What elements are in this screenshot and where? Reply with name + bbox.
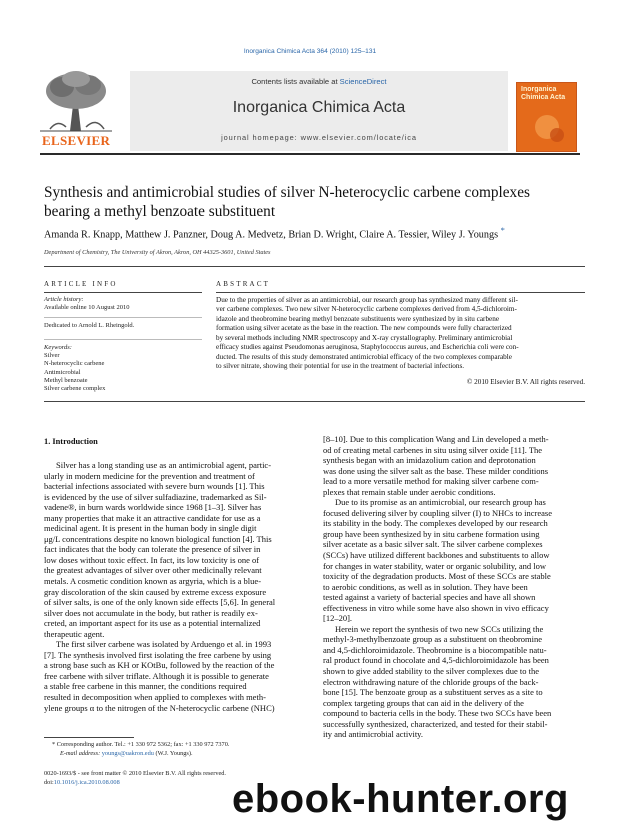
body-line: its stability in the body. The complexes developed by our research bbox=[323, 518, 548, 529]
section-heading-introduction: 1. Introduction bbox=[44, 437, 98, 446]
body-line: vadene®, in burn wards worldwide since 1968 [1–3]. Silver has bbox=[44, 502, 262, 513]
body-line: therapeutic agent. bbox=[44, 628, 105, 639]
body-line: bacterial infections associated with severe burn wounds [1]. This bbox=[44, 481, 265, 492]
cover-title: Inorganica Chimica Acta bbox=[521, 86, 566, 101]
body-line: ylene groups α to the nitrogen of the N-heterocyclic carbene (NHC) bbox=[44, 702, 275, 713]
publisher-logo-text: ELSEVIER bbox=[42, 133, 111, 148]
body-line: ularly in modern medicine for the prevention and treatment of bbox=[44, 470, 255, 481]
abstract-line: ducted. The results of this study demonstrated antimicrobial efficacy of the two complexes comparable bbox=[216, 352, 512, 361]
masthead-bottom-rule bbox=[40, 153, 580, 155]
footnote-corresponding: * Corresponding author. Tel.: +1 330 972 5362; fax: +1 330 972 7370. bbox=[52, 741, 230, 748]
keyword-item: N-heterocyclic carbene bbox=[44, 360, 105, 368]
doi-line bbox=[44, 779, 120, 787]
body-line: effectiveness in vitro while some have also shown in vivo efficacy bbox=[323, 602, 549, 613]
body-line: ral product found in chocolate and 4,5-dichloroimidazole has been bbox=[323, 655, 549, 666]
body-line: creted, an important aspect for its use as a potential internalized bbox=[44, 618, 261, 629]
watermark-text: ebook-hunter.org bbox=[232, 777, 569, 821]
body-line: was done using the silver salt as the base. These milder conditions bbox=[323, 465, 549, 476]
journal-reference-link[interactable]: Inorganica Chimica Acta 364 (2010) 125–131 bbox=[243, 48, 377, 55]
body-line: for changes in water stability, water or organic solubility, and low bbox=[323, 560, 546, 571]
body-line: a stable free carbene in this manner, the conditions required bbox=[44, 681, 247, 692]
affiliation: Department of Chemistry, The University of Akron, Akron, OH 44325-3601, United States bbox=[44, 249, 271, 256]
keywords-label: Keywords: bbox=[44, 344, 72, 351]
body-line: and 4,5-dichloroimidazole. Theobromine is a biocompatible natu- bbox=[323, 644, 547, 655]
body-line: Herein we report the synthesis of two new SCCs utilizing the bbox=[335, 623, 544, 634]
body-column-left bbox=[44, 460, 306, 713]
body-line: the greatest advantages of silver over other medicinally relevant bbox=[44, 565, 262, 576]
article-title: Synthesis and antimicrobial studies of silver N-heterocyclic carbene complexes bearing a methyl benzoate substituent bbox=[44, 184, 530, 220]
abstract-rule bbox=[216, 292, 585, 293]
journal-homepage[interactable]: journal homepage: www.elsevier.com/locate/ica bbox=[221, 133, 417, 142]
journal-info-box bbox=[130, 71, 508, 151]
body-line: ity and antimicrobial activity. bbox=[323, 729, 424, 740]
abstract-line: Due to the properties of silver as an antimicrobial, our research group has synthesized many different sil- bbox=[216, 296, 518, 304]
body-line: synthesis began with an imidazolium cation and deprotonation bbox=[323, 455, 536, 466]
history-value: Available online 10 August 2010 bbox=[44, 304, 130, 312]
body-line: low doses without toxic effect. In fact, its low toxicity is one of bbox=[44, 554, 260, 565]
body-line: complex targeting groups that can aid in the delivery of the bbox=[323, 697, 524, 708]
divider-bottom bbox=[44, 401, 585, 402]
body-line: is evidenced by the use of silver sulfadiazine, trademarked as Sil- bbox=[44, 491, 267, 502]
body-line: toxicity of the degradation products. Most of these SCCs are stable bbox=[323, 571, 551, 582]
body-line: tested against a variety of bacterial species and have all shown bbox=[323, 592, 536, 603]
body-line: plexes that remain stable under aerobic conditions. bbox=[323, 486, 496, 497]
body-line: [7]. The synthesis involved first isolating the free carbene by using bbox=[44, 649, 272, 660]
history-label: Article history: bbox=[44, 296, 84, 303]
body-line: [12–20]. bbox=[323, 613, 353, 624]
body-column-right bbox=[323, 434, 585, 740]
journal-masthead bbox=[40, 67, 580, 154]
author-list bbox=[44, 225, 584, 240]
body-line: μg/L concentrations despite no known biological function [4]. This bbox=[44, 533, 272, 544]
body-line: silver acetate as a basic silver salt. The silver carbene complexes bbox=[323, 539, 543, 550]
body-line: medicinal agent. It is present in the human body in single digit bbox=[44, 523, 257, 534]
keyword-item: Antimicrobial bbox=[44, 368, 81, 376]
body-line: free carbene with silver triflate. Although it is possible to generate bbox=[44, 670, 269, 681]
abstract-line: formation using silver acetate as the base in the reaction. The new compounds were fully characterized bbox=[216, 324, 512, 333]
sciencedirect-link[interactable]: ScienceDirect bbox=[339, 77, 387, 86]
body-line: to aerobic conditions, as well as in solution. They have been bbox=[323, 581, 528, 592]
footnote-email bbox=[60, 750, 193, 758]
body-line: bone [15]. The benzoate group as a substituent serves as a site to bbox=[323, 687, 543, 698]
issn-line: 0020-1693/$ - see front matter © 2010 Elsevier B.V. All rights reserved. bbox=[44, 770, 226, 777]
body-line: resulted in decomposition when applied to complexes with meth- bbox=[44, 692, 266, 703]
body-line: shown to give added stability to the silver complexes due to the bbox=[323, 666, 539, 677]
article-info-heading: ARTICLE INFO bbox=[44, 280, 118, 288]
abstract-heading: ABSTRACT bbox=[216, 280, 271, 288]
body-line: fact indicates that the body can tolerate the presence of silver in bbox=[44, 544, 261, 555]
journal-title: Inorganica Chimica Acta bbox=[232, 99, 406, 116]
journal-cover-image bbox=[516, 82, 577, 152]
abstract-line: to silver nitrate, showing their potential for use in the treatment of bacterial infections. bbox=[216, 362, 465, 371]
body-line: a strong base such as KH or KOtBu, followed by the reaction of the bbox=[44, 660, 275, 671]
elsevier-tree-icon bbox=[40, 69, 112, 133]
corresponding-author-link[interactable]: * bbox=[500, 225, 505, 235]
body-line: focused delivering silver by coupling silver (I) to NHCs to increase bbox=[323, 507, 552, 518]
body-line: Silver has a long standing use as an antimicrobial agent, partic- bbox=[56, 460, 272, 470]
body-line: compound to bacteria cells in the body. These two SCCs have been bbox=[323, 708, 552, 719]
doi-prefix: doi: bbox=[44, 779, 54, 786]
copyright-notice: © 2010 Elsevier B.V. All rights reserved. bbox=[466, 378, 585, 386]
email-link[interactable]: youngs@uakron.edu bbox=[101, 750, 154, 757]
keywords-block bbox=[44, 344, 105, 393]
keyword-item: Methyl benzoate bbox=[44, 376, 88, 384]
body-line: The first silver carbene was isolated by Arduengo et al. in 1993 bbox=[56, 639, 272, 650]
cover-art-icon bbox=[517, 83, 576, 151]
dedication: Dedicated to Arnold L. Rheingold. bbox=[44, 322, 135, 329]
abstract-line: idazole and theobromine bearing methyl benzoate substituents were synthesized by in situ carbene bbox=[216, 314, 500, 323]
keyword-item: Silver carbene complex bbox=[44, 385, 106, 393]
body-line: od of creating metal carbenes in situ using silver oxide [11]. The bbox=[323, 444, 543, 455]
body-line: [8–10]. Due to this complication Wang and Lin developed a meth- bbox=[323, 434, 549, 444]
contents-prefix: Contents lists available at bbox=[251, 77, 340, 86]
abstract-body bbox=[216, 296, 585, 372]
article-history bbox=[44, 296, 129, 312]
email-suffix: (W.J. Youngs). bbox=[153, 750, 193, 757]
body-line: (SCCs) have utilized different backbones and substituents to allow bbox=[323, 550, 550, 561]
abstract-line: ver carbene complexes. Two new silver N-heterocyclic carbene complexes derived from 4,5-dichloroim- bbox=[216, 305, 517, 314]
body-line: methyl-3-methylbenzoate group as a substituent on theobromine bbox=[323, 634, 543, 645]
body-line: group have been synthesized by in situ carbene formation using bbox=[323, 528, 540, 539]
authors-text: Amanda R. Knapp, Matthew J. Panzner, Doug A. Medvetz, Brian D. Wright, Claire A. Tessier, Wiley J. Youngs bbox=[44, 229, 499, 241]
body-line: Due to its promise as an antimicrobial, our research group has bbox=[335, 497, 546, 508]
body-line: of silver salts, is one of the only known side effects [5,6]. In general bbox=[44, 597, 276, 608]
history-rule bbox=[44, 317, 202, 318]
body-line: successfully synthesized, characterized, and tested for their stabil- bbox=[323, 718, 548, 729]
body-line: gray discoloration of the skin caused by extreme excess exposure bbox=[44, 586, 267, 597]
article-info-rule bbox=[44, 292, 202, 293]
dedication-rule bbox=[44, 339, 202, 340]
abstract-line: efficacy studies against Pseudomonas aeruginosa, Staphylococcus aureus, and Escherichia coli were con- bbox=[216, 343, 519, 352]
body-line: metals. A cosmetic condition known as argyria, which is a blue- bbox=[44, 576, 262, 587]
contents-line bbox=[130, 77, 508, 86]
abstract-line: by several methods including NMR spectroscopy and X-ray crystallography. Preliminary antimicrobial bbox=[216, 333, 513, 342]
footnote-rule bbox=[44, 737, 134, 738]
email-label: E-mail address: bbox=[60, 750, 102, 757]
elsevier-logo[interactable] bbox=[40, 69, 112, 149]
body-line: electron withdrawing nature of the chloride groups of the back- bbox=[323, 676, 539, 687]
doi-link[interactable]: 10.1016/j.ica.2010.08.008 bbox=[53, 779, 120, 786]
divider-top bbox=[44, 266, 585, 267]
keyword-item: Silver bbox=[44, 352, 60, 360]
body-line: many properties that make it an attractive candidate for use as a bbox=[44, 512, 261, 523]
body-line: lead to a more versatile method for making silver carbene com- bbox=[323, 476, 539, 487]
body-line: silver does not accumulate in the body, but rather is readily ex- bbox=[44, 607, 258, 618]
